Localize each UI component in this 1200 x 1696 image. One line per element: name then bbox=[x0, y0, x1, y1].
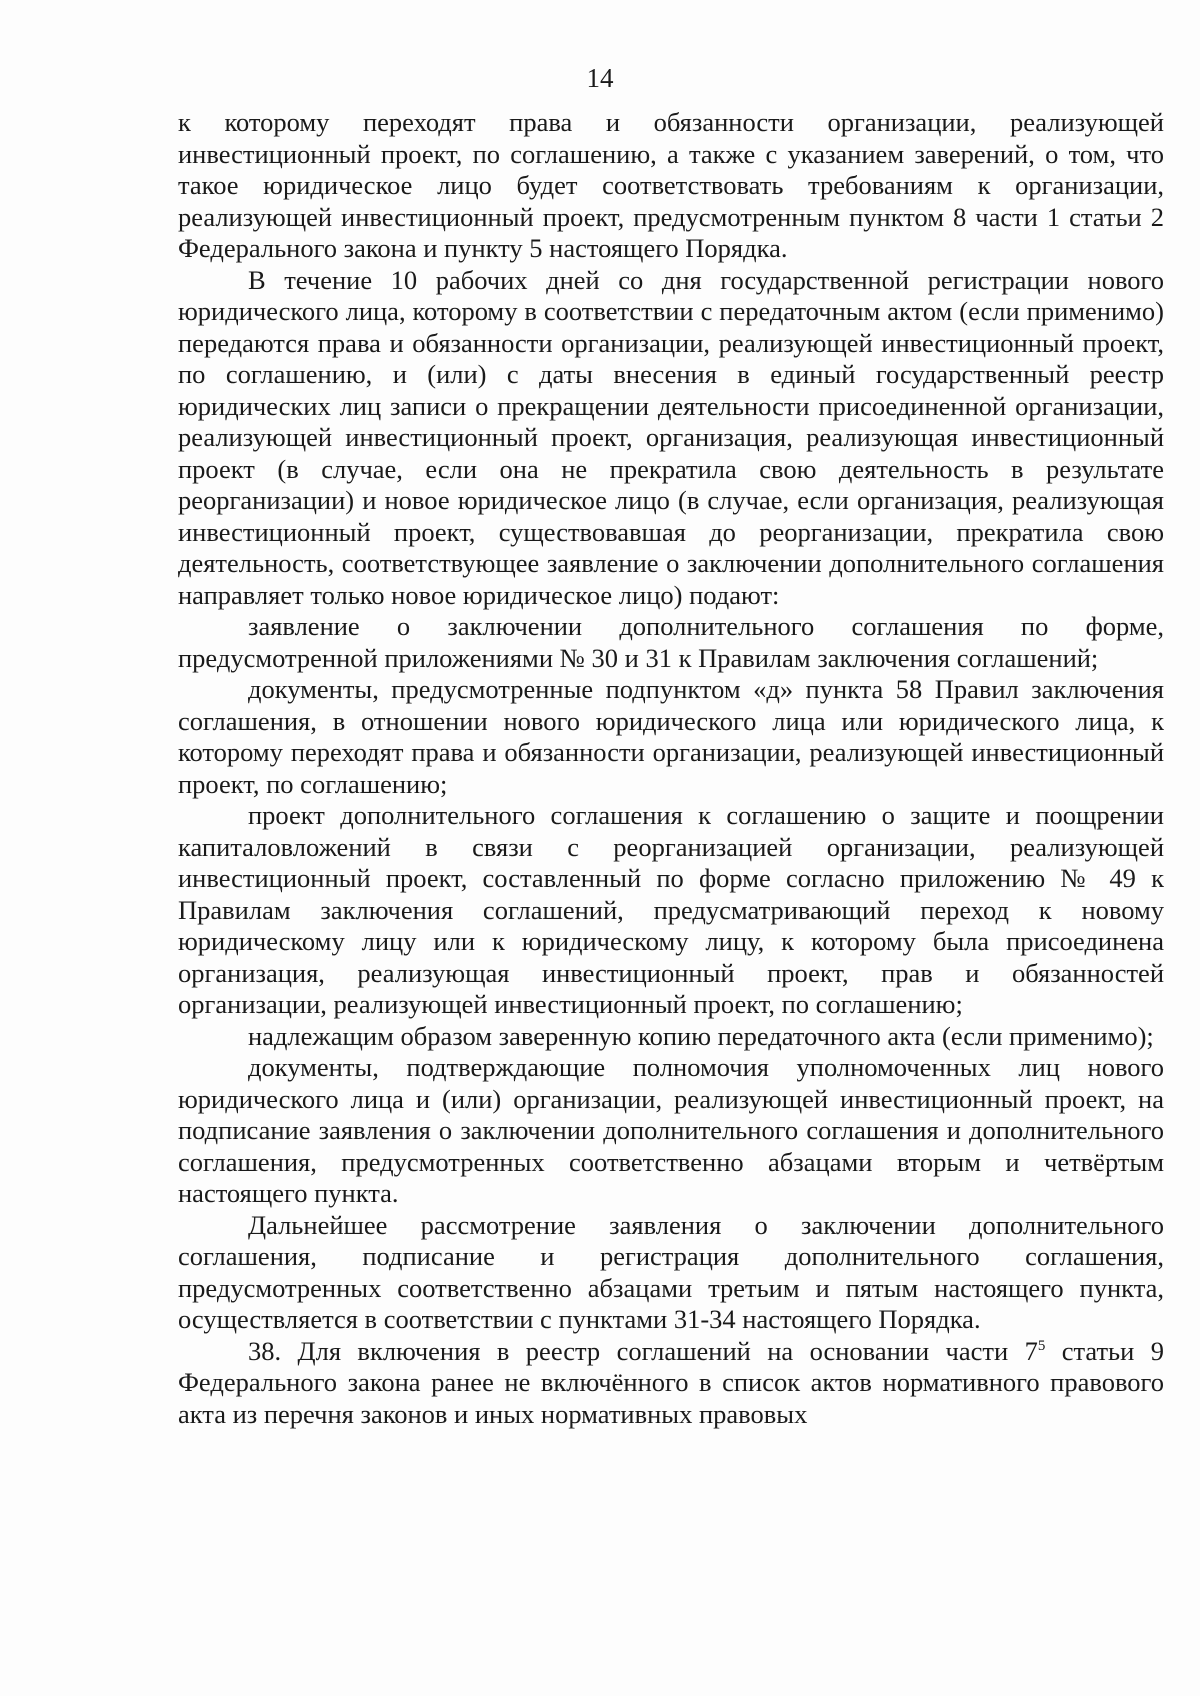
paragraph-further-review: Дальнейшее рассмотрение заявления о заключении дополнительного соглашения, подписание и регистрация дополнительного соглашения, предусмотренных соответственно абзацами третьим и пятым настоящего пункта, осуществляется в соответствии с пунктами 31-34 настоящего Порядка. bbox=[178, 1209, 1164, 1334]
paragraph-item-38 bbox=[178, 1336, 1164, 1431]
page-number: 14 bbox=[586, 63, 614, 93]
paragraph-continuation: к которому переходят права и обязанности организации, реализующей инвестиционный проект, по соглашению, а также с указанием заверений, о том, что такое юридическое лицо будет соответствовать требованиям к организации, реализующей инвестиционный проект, предусмотренным пунктом 8 части 1 статьи 2 Федерального закона и пункту 5 настоящего Порядка. bbox=[178, 107, 1164, 263]
paragraph-reorganization-deadline: В течение 10 рабочих дней со дня государственной регистрации нового юридического лица, которому в соответствии с передаточным актом (если применимо) передаются права и обязанности организации, реализующей инвестиционный проект, по соглашению, и (или) с даты внесения в единый государственный реестр юридических лиц записи о прекращении деятельности присоединенной организации, реализующей инвестиционный проект, организация, реализующая инвестиционный проект (в случае, если она не прекратила свою деятельность в результате реорганизации) и новое юридическое лицо (в случае, если организация, реализующая инвестиционный проект, существовавшая до реорганизации, прекратила свою деятельность, соответствующее заявление о заключении дополнительного соглашения направляет только новое юридическое лицо) подают: bbox=[178, 264, 1164, 610]
item-38-text-end: статьи 9 Федерального закона ранее не включённого в список актов нормативного правового акта из перечня законов и иных нормативных правовых bbox=[178, 1335, 1164, 1429]
item-38-superscript: 5 bbox=[1037, 1337, 1046, 1354]
item-38-text-start: 38. Для включения в реестр соглашений на основании части 7 bbox=[248, 1335, 1038, 1366]
document-body bbox=[178, 107, 1164, 1430]
paragraph-draft-agreement: проект дополнительного соглашения к соглашению о защите и поощрении капиталовложений в связи с реорганизацией организации, реализующей инвестиционный проект, составленный по форме согласно приложению № 49 к Правилам заключения соглашений, предусматривающий переход к новому юридическому лицу или к юридическому лицу, к которому была присоединена организация, реализующая инвестиционный проект, прав и обязанностей организации, реализующей инвестиционный проект, по соглашению; bbox=[178, 800, 1164, 1019]
paragraph-application: заявление о заключении дополнительного соглашения по форме, предусмотренной приложениями № 30 и 31 к Правилам заключения соглашений; bbox=[178, 611, 1164, 673]
paragraph-documents: документы, предусмотренные подпунктом «д» пункта 58 Правил заключения соглашения, в отношении нового юридического лица или юридического лица, к которому переходят права и обязанности организации, реализующей инвестиционный проект, по соглашению; bbox=[178, 674, 1164, 799]
paragraph-transfer-act-copy: надлежащим образом заверенную копию передаточного акта (если применимо); bbox=[248, 1020, 1154, 1051]
paragraph-authority-documents: документы, подтверждающие полномочия уполномоченных лиц нового юридического лица и (или) организации, реализующей инвестиционный проект, на подписание заявления о заключении дополнительного соглашения и дополнительного соглашения, предусмотренных соответственно абзацами вторым и четвёртым настоящего пункта. bbox=[178, 1052, 1164, 1208]
